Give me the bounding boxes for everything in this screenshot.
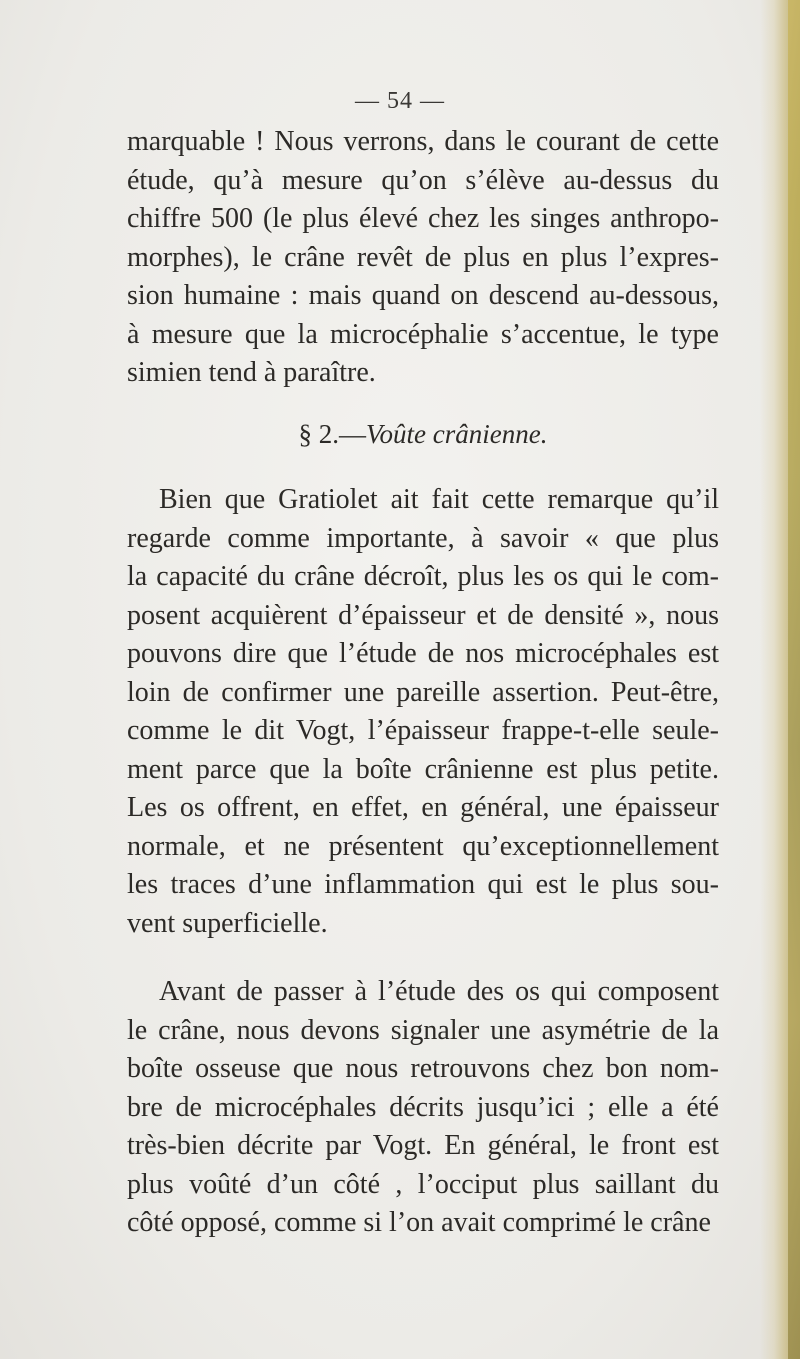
text-line: côté opposé, comme si l’on avait comprimé le crâne [127,1207,711,1238]
text-line: la capacité du crâne décroît, plus les os qui le com- [127,561,719,592]
section-title: Voûte crânienne. [366,418,548,449]
text-line: normale, et ne présentent qu’exceptionnellement [127,830,719,862]
text-line: posent acquièrent d’épaisseur et de densité », nous [127,599,719,631]
text-line: comme le dit Vogt, l’épaisseur frappe-t-elle seule- [127,715,719,746]
section-heading [127,415,719,454]
paragraph-asymetrie [127,973,719,1243]
text-line: étude, qu’à mesure qu’on s’élève au-dessus du [127,164,719,196]
text-line: pouvons dire que l’étude de nos microcéphales est [127,638,719,669]
text-line: Les os offrent, en effet, en général, une épaisseur [127,792,719,823]
text-line: loin de confirmer une pareille assertion. Peut-être, [127,676,719,708]
text-line: bre de microcéphales décrits jusqu’ici ; elle a été [127,1091,719,1123]
text-line: les traces d’une inflammation qui est le plus sou- [127,869,719,900]
page-number: — 54 — [355,88,445,114]
text-line: ment parce que la boîte crânienne est plus petite. [127,753,719,785]
text-line: sion humaine : mais quand on descend au-dessous, [127,280,719,311]
text-line: simien tend à paraître. [127,357,376,388]
text-line: boîte osseuse que nous retrouvons chez bon nom- [127,1053,719,1084]
text-line: morphes), le crâne revêt de plus en plus l’expres- [127,241,719,273]
text-line: à mesure que la microcéphalie s’accentue, le type [127,318,719,350]
text-line: le crâne, nous devons signaler une asymétrie de la [127,1014,719,1046]
text-line: regarde comme importante, à savoir « que plus [127,522,719,554]
text-line: marquable ! Nous verrons, dans le courant de cette [127,126,719,157]
section-number: § 2. [298,418,340,449]
text-line: vent superficielle. [127,907,328,939]
paragraph-voute [127,481,719,943]
section-dash: — [339,418,367,449]
paragraph-continuation [127,123,719,393]
body-text [127,123,719,1243]
text-line: chiffre 500 (le plus élevé chez les singes anthropo- [127,203,719,234]
paragraph-gap [127,943,719,973]
text-line: Bien que Gratiolet ait fait cette remarque qu’il [159,484,719,515]
page-edge-binding [788,0,800,1359]
text-line: très-bien décrite par Vogt. En général, le front est [127,1130,719,1161]
text-line: Avant de passer à l’étude des os qui composent [159,976,719,1007]
text-line: plus voûté d’un côté , l’occiput plus saillant du [127,1168,719,1200]
